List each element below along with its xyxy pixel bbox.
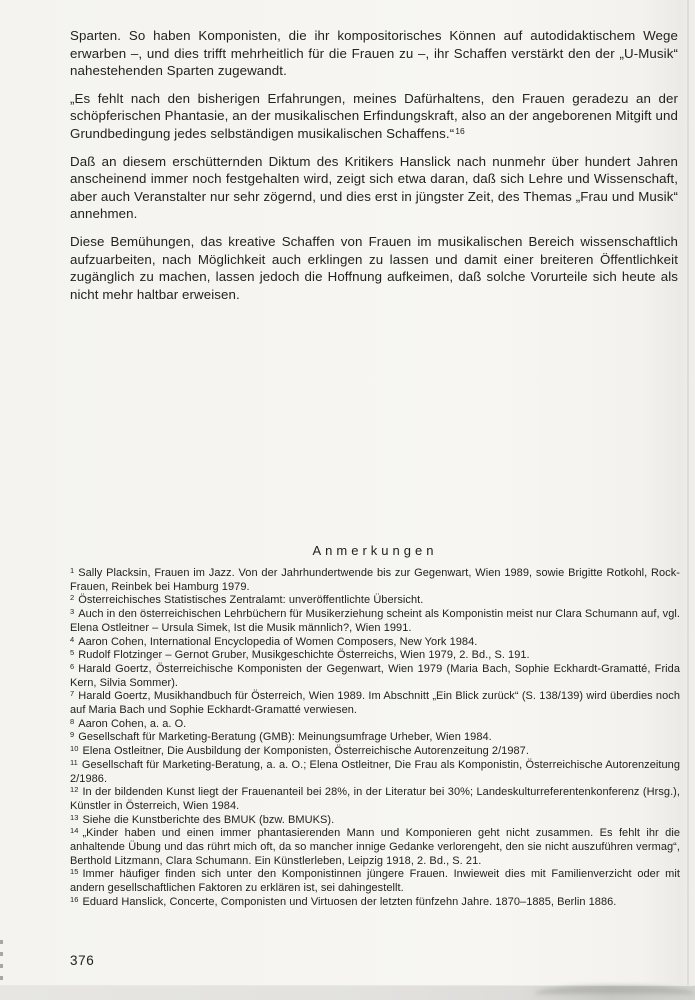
body-paragraph-text: Diese Bemühungen, das kreative Schaffen von Frauen im musikalischen Bereich wissenschaftlich aufzuarbeiten, nach Möglichkeit auch erklingen zu lassen und damit einer breiteren Öffentlichkeit zugänglich zu machen, lassen jedoch die Hoffnung aufkeimen, daß solche Vorurteile sich heute als nicht mehr haltbar erweisen. xyxy=(70,233,678,302)
footnote-item xyxy=(70,636,680,650)
body-paragraph xyxy=(70,27,678,80)
footnote-item xyxy=(70,745,680,759)
footnote-number: 12 xyxy=(70,785,79,795)
footnote-number: 6 xyxy=(70,661,75,671)
footnote-item xyxy=(70,731,680,745)
footnote-number: 15 xyxy=(70,867,79,877)
footnote-item xyxy=(70,896,680,910)
footnote-number: 10 xyxy=(70,744,79,754)
footnote-number: 1 xyxy=(70,566,75,575)
scan-edge-shadow xyxy=(687,0,689,1000)
footnote-number: 8 xyxy=(70,716,75,726)
footnote-text: Siehe die Kunstberichte des BMUK (bzw. BMUKS). xyxy=(82,813,335,826)
footnote-item xyxy=(70,567,680,594)
footnote-item xyxy=(70,608,680,635)
footnote-text: Immer häufiger finden sich unter den Komponistinnen jüngere Frauen. Inwieweit dies mit Familienverzicht oder mit andern gesellschaftlichen Faktoren zu erklären ist, sei dahingestellt. xyxy=(70,868,680,895)
footnote-item xyxy=(70,759,680,786)
footnote-number: 13 xyxy=(70,812,79,822)
footnote-text: Harald Goertz, Österreichische Komponisten der Gegenwart, Wien 1979 (Maria Bach, Sophie Eckhardt-Gramatté, Frida Kern, Silvia Sommer). xyxy=(70,662,680,689)
footnote-text: Aaron Cohen, a. a. O. xyxy=(78,717,187,730)
footnote-text: „Kinder haben und einen immer phantasierenden Mann und Komponieren geht nicht zusammen. Es fehlt ihr die anhaltende Übung und das rührt mich oft, da so mancher innige Gedanke verlorengeht, den sie nicht auszuführen vermag“, Berthold Litzmann, Clara Schumann. Ein Künstlerleben, Leipzig 1918, 2. Bd., S. 21. xyxy=(70,827,680,867)
footnote-number: 7 xyxy=(70,689,75,699)
footnote-item xyxy=(70,690,680,717)
body-paragraph-text: Daß an diesem erschütternden Diktum des Kritikers Hanslick nach nunmehr über hundert Jahren anscheinend immer noch festgehalten wird, zeigt sich etwa daran, daß sich Lehre und Wissenschaft, aber auch Veranstalter nur sehr zögernd, und dies erst in jüngster Zeit, des Themas „Frau und Musik“ annehmen. xyxy=(70,153,678,222)
footnote-text: Elena Ostleitner, Die Ausbildung der Komponisten, Österreichische Autorenzeitung 2/1987. xyxy=(82,745,529,758)
footnote-item xyxy=(70,649,680,663)
scan-bottom-edge xyxy=(0,985,695,1000)
footnote-number: 3 xyxy=(70,607,75,617)
footnote-text: Rudolf Flotzinger – Gernot Gruber, Musikgeschichte Österreichs, Wien 1979, 2. Bd., S. 191. xyxy=(78,649,530,662)
footnote-text: Auch in den österreichischen Lehrbüchern für Musikerziehung scheint als Komponistin meist nur Clara Schumann auf, vgl. Elena Ostleitner – Ursula Simek, Ist die Musik männlich?, Wien 1991. xyxy=(70,608,680,634)
footnote-text: Gesellschaft für Marketing-Beratung, a. a. O.; Elena Ostleitner, Die Frau als Komponistin, Österreichische Autorenzeitung 2/1986. xyxy=(70,758,680,785)
body-paragraph-text: „Es fehlt nach den bisherigen Erfahrungen, meines Dafürhaltens, den Frauen geradezu an der schöpferischen Phantasie, an der musikalischen Erfindungskraft, also an der angeborenen Mitgift und Grundbedingung jedes selbständigen musikalischen Schaffens.“ xyxy=(70,90,678,141)
footnote-item xyxy=(70,594,680,608)
footnote-text: Österreichisches Statistisches Zentralamt: unveröffentlichte Übersicht. xyxy=(78,594,424,607)
body-paragraph-text: Sparten. So haben Komponisten, die ihr kompositorisches Können auf autodidaktischem Wege erwarben –, und dies trifft mehrheitlich für die Frauen zu –, ihr Schaffen verstärkt den der „U-Musik“ nahestehenden Sparten zugewandt. xyxy=(70,28,678,79)
footnote-reference-mark: 16 xyxy=(455,125,465,136)
footnote-text: In der bildenden Kunst liegt der Frauenanteil bei 28%, in der Literatur bei 30%; Landeskulturreferentenkonferenz (Hrsg.), Künstler in Österreich, Wien 1984. xyxy=(70,786,680,812)
body-text-block xyxy=(70,27,678,313)
body-paragraph xyxy=(70,233,678,303)
footnote-item xyxy=(70,827,680,868)
footnote-text: Sally Placksin, Frauen im Jazz. Von der Jahrhundertwende bis zur Gegenwart, Wien 1989, sowie Brigitte Rotkohl, Rock-Frauen, Reinbek bei Hamburg 1979. xyxy=(70,567,680,593)
footnote-item xyxy=(70,718,680,732)
footnote-number: 2 xyxy=(70,593,75,603)
footnote-number: 5 xyxy=(70,648,75,658)
body-paragraph-quote xyxy=(70,90,678,143)
footnote-number: 16 xyxy=(70,894,79,904)
page-number: 376 xyxy=(70,953,95,968)
scan-artifact xyxy=(535,985,695,994)
footnotes-section xyxy=(70,543,680,910)
footnote-text: Gesellschaft für Marketing-Beratung (GMB): Meinungsumfrage Urheber, Wien 1984. xyxy=(78,731,492,744)
footnote-number: 11 xyxy=(70,757,78,767)
body-paragraph xyxy=(70,153,678,223)
footnote-text: Harald Goertz, Musikhandbuch für Österreich, Wien 1989. Im Abschnitt „Ein Blick zurück“ (S. 138/139) wird überdies noch auf Maria Bach und Sophie Eckhardt-Gramatté verwiesen. xyxy=(70,690,680,717)
footnote-number: 14 xyxy=(70,826,79,836)
footnote-text: Eduard Hanslick, Concerte, Componisten und Virtuosen der letzten fünfzehn Jahre. 1870–1885, Berlin 1886. xyxy=(82,895,617,908)
footnotes-heading: Anmerkungen xyxy=(312,543,438,558)
scan-artifact xyxy=(0,940,3,980)
footnote-item xyxy=(70,814,680,828)
footnote-text: Aaron Cohen, International Encyclopedia of Women Composers, New York 1984. xyxy=(78,635,478,648)
footnote-item xyxy=(70,663,680,690)
footnote-item xyxy=(70,786,680,813)
footnote-number: 4 xyxy=(70,634,75,644)
footnote-number: 9 xyxy=(70,730,75,740)
footnote-item xyxy=(70,868,680,895)
